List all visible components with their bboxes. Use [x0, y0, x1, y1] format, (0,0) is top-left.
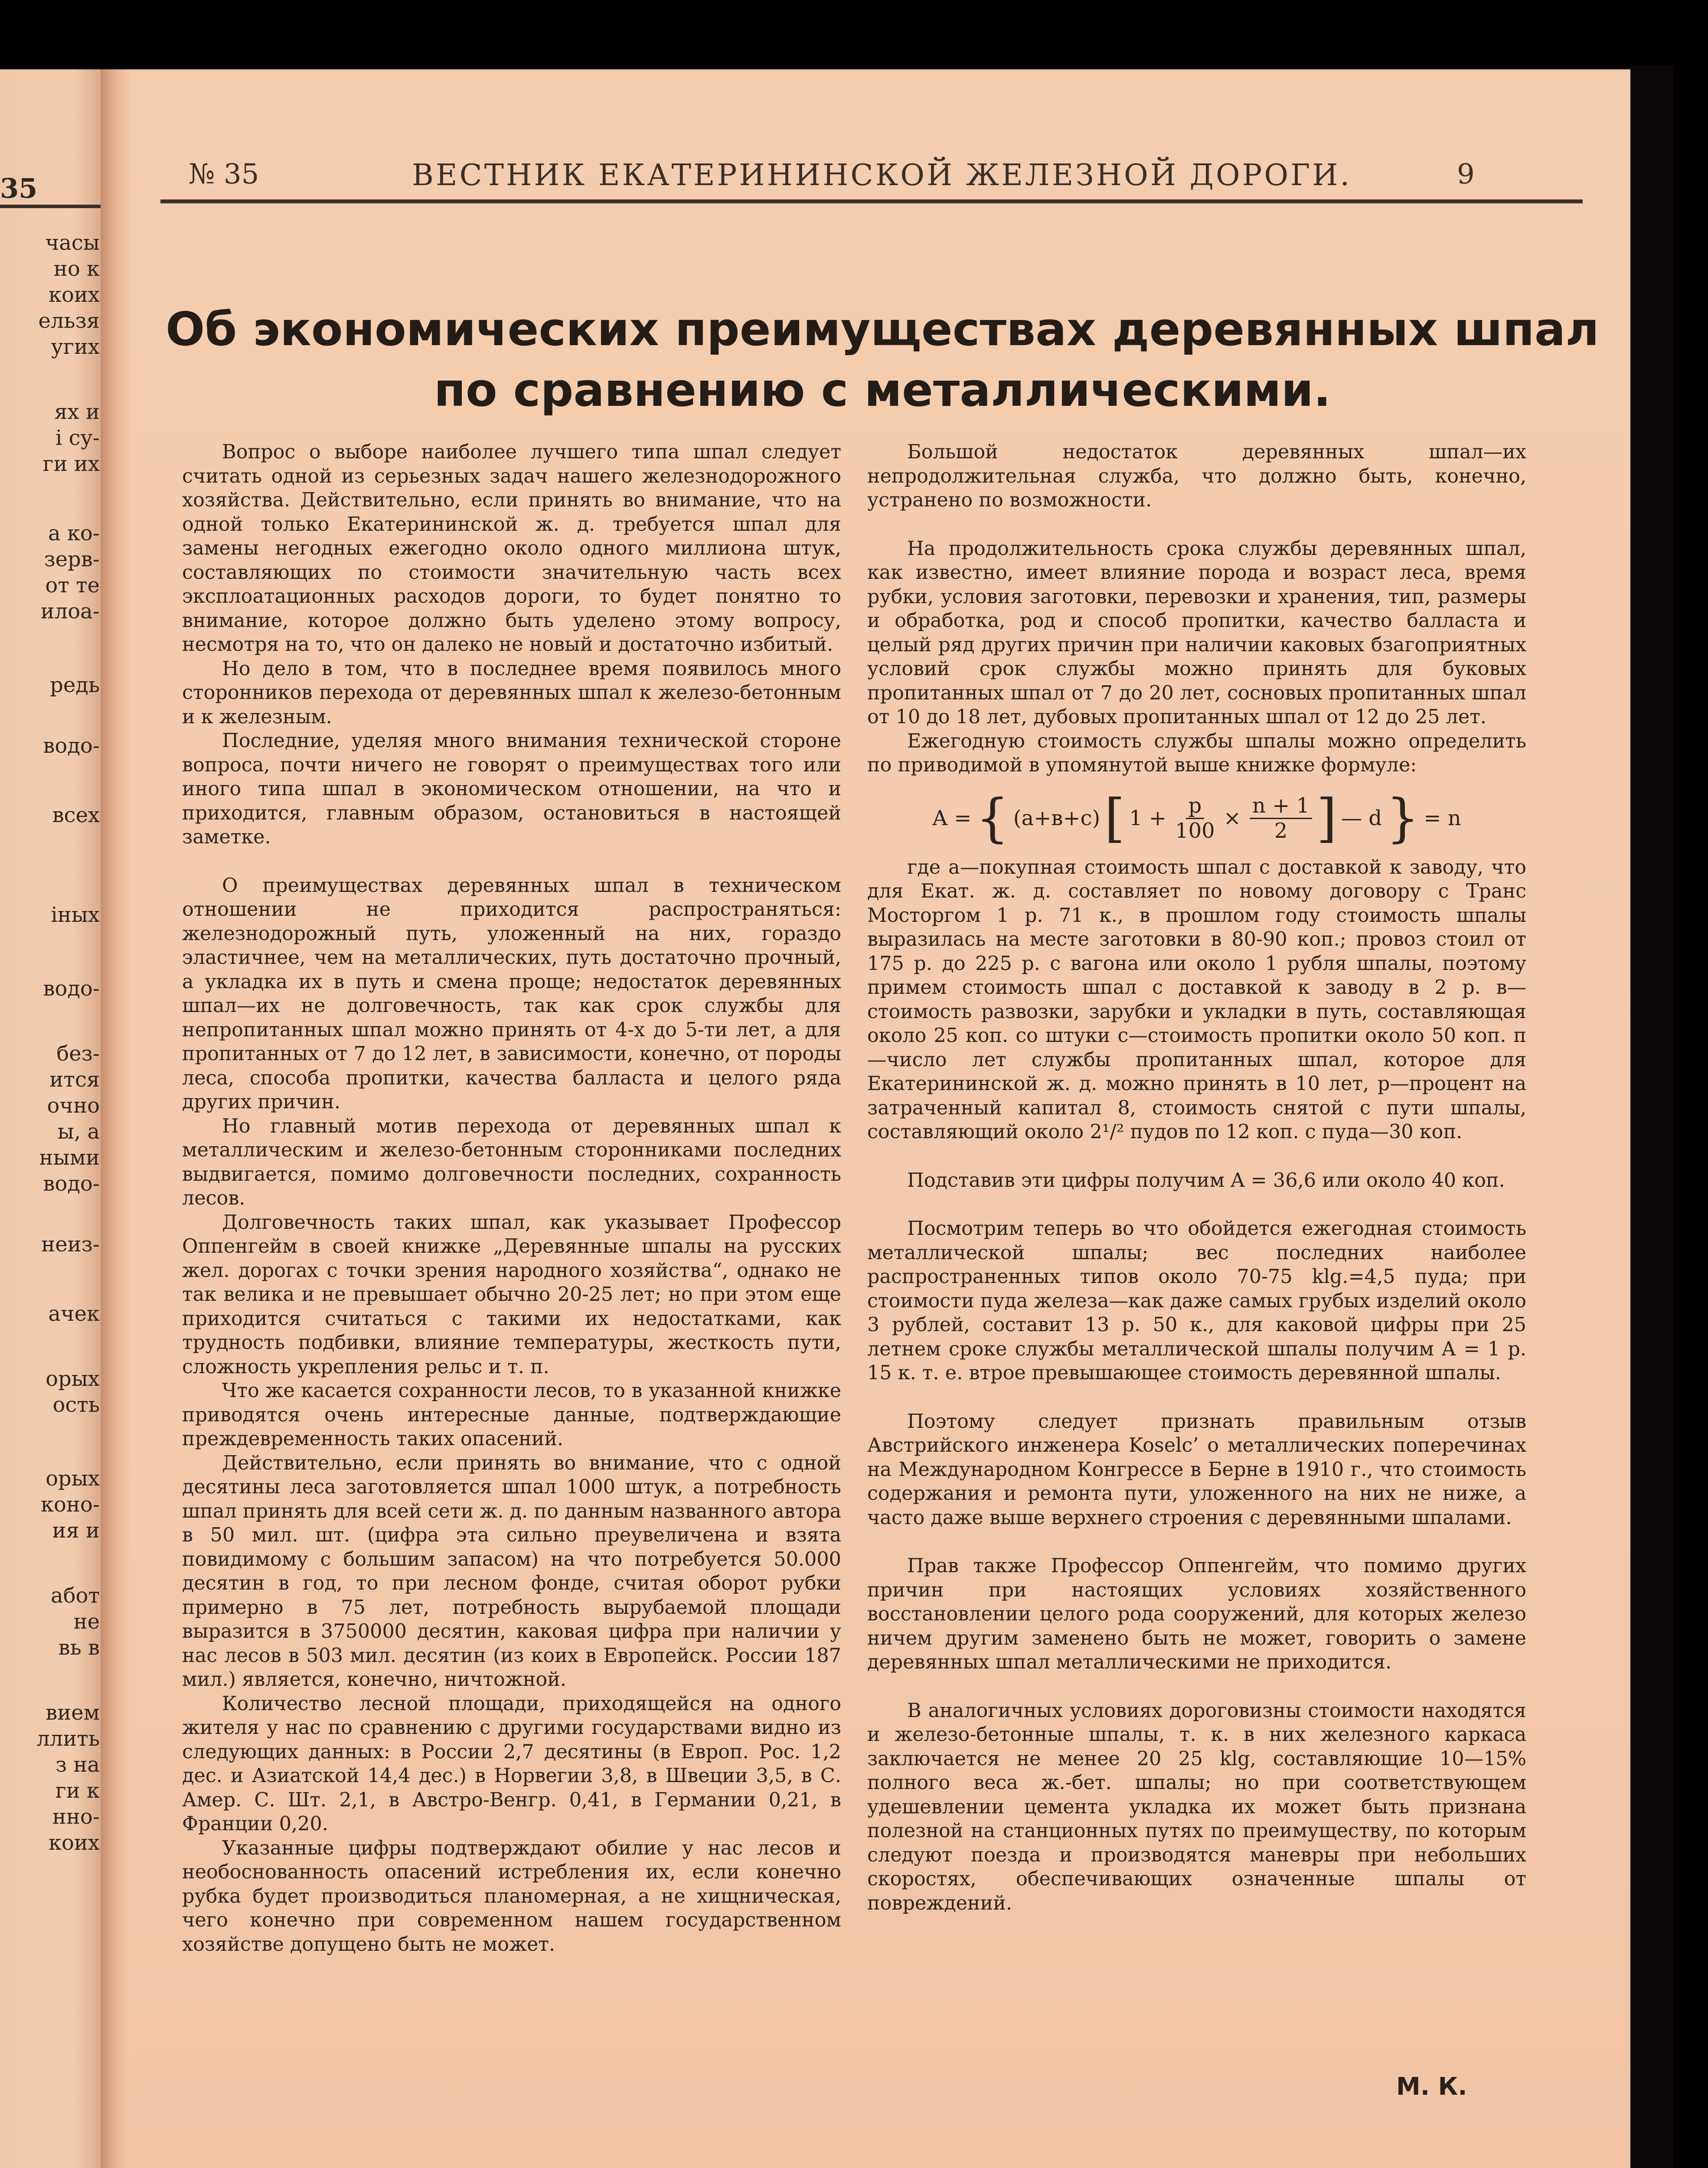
cost-formula	[867, 782, 1526, 855]
paragraph: Поэтому следует признать правильным отзыв Австрийского инженера Koselc’ о металлических поперечинах на Международном Конгрессе в Берне в 1910 г., что стоимость содержания и ремонта пути, уложенного на них не ниже, а часто даже выше верхнего строения с деревянными шпалами.	[867, 1410, 1526, 1529]
article-column-right	[867, 440, 1526, 1915]
paragraph: Количество лесной площади, приходящейся на одного жителя у нас по сравнению с другими государствами видно из следующих данных: в России 2,7 десятины (в Европ. Рос. 1,2 дес. и Азиатской 14,4 дес.) в Норвегии 3,8, в Швеции 3,5, в С. Амер. С. Шт. 2,1, в Австро-Венгр. 0,41, в Германии 0,21, в Франции 0,20.	[182, 1692, 841, 1835]
formula-lhs: A =	[932, 806, 972, 830]
previous-page-fragment: ях и	[54, 400, 100, 424]
paragraph: Ежегодную стоимость службы шпалы можно определить по приводимой в упомянутой выше книжке формуле:	[867, 730, 1526, 776]
paragraph: Посмотрим теперь во что обойдется ежегодная стоимость металлической шпалы; вес последних наиболее распространенных типов около 70-75 klg.=4,5 пуда; при стоимости пуда железа—как даже самых грубых изделий около 3 рублей, составит 13 р. 50 к., для каковой цифры при 25 летнем сроке службы металлической шпалы получим A = 1 р. 15 к. т. е. втрое превышающее стоимость деревянной шпалы.	[867, 1218, 1526, 1384]
formula-one-plus: 1 +	[1129, 806, 1167, 830]
previous-page-fragment: водо-	[43, 734, 100, 758]
previous-page-fragment: з на	[55, 1753, 100, 1777]
formula-bracket-open: [	[1104, 788, 1125, 849]
running-head-title: ВЕСТНИК ЕКАТЕРИНИНСКОЙ ЖЕЛЕЗНОЙ ДОРОГИ.	[412, 158, 1352, 193]
page-gutter	[101, 69, 131, 2168]
previous-page-fragment: без-	[56, 1042, 100, 1066]
previous-page-fragment: коих	[49, 283, 100, 307]
formula-fraction-percent	[1175, 794, 1215, 843]
previous-page-fragment: всех	[52, 803, 100, 827]
previous-page-fragment: не	[73, 1610, 100, 1634]
previous-page-fragment: ги к	[55, 1779, 100, 1803]
formula-brace-close: }	[1386, 788, 1420, 849]
paragraph: Подставив эти цифры получим A = 36,6 или около 40 коп.	[907, 1169, 1505, 1192]
header-rule	[160, 199, 1583, 203]
previous-page-fragment: іных	[51, 903, 100, 927]
previous-page-fragment: водо-	[43, 976, 100, 1001]
page-number: 9	[1457, 158, 1475, 190]
previous-page-fragment: ия и	[52, 1518, 100, 1543]
previous-page-fragment: ги их	[42, 452, 100, 476]
previous-page-fragment: от те	[45, 573, 100, 598]
article-title: Об экономических преимуществах деревянных шпал по сравнению с металлическими.	[166, 303, 1599, 417]
previous-page-edge	[0, 69, 103, 2168]
previous-page-fragment: угих	[51, 335, 100, 359]
previous-page-fragment: коно-	[40, 1492, 100, 1517]
previous-page-fragment: і су-	[56, 426, 100, 450]
fraction-numerator: n + 1	[1250, 794, 1312, 820]
formula-group: (а+в+с)	[1013, 806, 1101, 830]
paragraph: На продолжительность срока службы деревянных шпал, как известно, имеет влияние порода и возраст леса, время рубки, условия заготовки, перевозки и хранения, тип, размеры и обработка, род и способ пропитки, качество балласта и целый ряд других причин при наличии каковых бзагоприятных условий срок службы можно принять для буковых пропитанных шпал от 7 до 20 лет, сосновых пропитанных шпал от 10 до 18 лет, дубовых пропитанных шпал от 12 до 25 лет.	[867, 537, 1526, 728]
paragraph: В аналогичных условиях дороговизны стоимости находятся и железо-бетонные шпалы, т. к. в них железного каркаса заключается не менее 20 25 klg, составляющие 10—15% полного веса ж.-бет. шпалы; но при соответствующем удешевлении цемента укладка их может быть признана полезной на станционных путях по преимуществу, по которым следуют поезда и производятся маневры при небольших скоростях, обеспечивающих означенные шпалы от повреждений.	[867, 1699, 1526, 1914]
previous-page-fragment: нно-	[52, 1805, 100, 1829]
formula-rhs: = n	[1424, 806, 1461, 830]
paragraph: Указанные цифры подтверждают обилие у нас лесов и необоснованность опасений истребления их, если конечно рубка будет производиться планомерная, а не хищническая, чего конечно при современном нашем государственном хозяйстве допущено быть не может.	[182, 1837, 841, 1956]
previous-page-fragment: водо-	[43, 1172, 100, 1196]
journal-page	[130, 69, 1639, 2168]
previous-page-fragment: очно	[47, 1094, 100, 1118]
article-column-left	[182, 440, 841, 1956]
formula-bracket-close: ]	[1316, 788, 1337, 849]
previous-page-fragment: ными	[39, 1146, 100, 1170]
previous-page-fragment: орых	[46, 1367, 100, 1391]
previous-page-number: 35	[0, 173, 38, 204]
formula-fraction-years	[1250, 794, 1312, 843]
paragraph: Большой недостаток деревянных шпал—их непродолжительная служба, что должно быть, конечно, устранено по возможности.	[867, 441, 1526, 511]
paragraph: Действительно, если принять во внимание, что с одной десятины леса заготовляется шпал 1000 штук, а потребность шпал принять для всей сети ж. д. по данным названного автора в 50 мил. шт. (цифра эта сильно преувеличена и взята повидимому с большим запасом) на что потребуется 50.000 десятин в год, то при лесном фонде, считая оборот рубки примерно в 75 лет, потребность вырубаемой площади выразится в 3750000 десятин, каковая цифра при наличии у нас лесов в 503 мил. десятин (из коих в Европейск. России 187 мил.) является, конечно, ничтожной.	[182, 1452, 841, 1691]
previous-page-fragment: часы	[45, 231, 100, 255]
formula-minus-d: — d	[1341, 806, 1382, 830]
paragraph: Последние, уделяя много внимания технической стороне вопроса, почти ничего не говорят о преимуществах того или иного типа шпал в экономическом отношении, на что и приходится, главным образом, остановиться в настоящей заметке.	[182, 730, 841, 848]
fraction-denominator: 2	[1274, 819, 1288, 843]
previous-page-fragment: вием	[46, 1701, 100, 1725]
previous-page-fragment: неиз-	[41, 1232, 100, 1257]
paragraph: где а—покупная стоимость шпал с доставкой к заводу, что для Екат. ж. д. составляет по новому договору с Транс Мосторгом 1 р. 71 к., в прошлом году стоимость шпалы выразилась на месте заготовки в 80-90 коп.; провоз стоил от 175 р. до 225 р. с вагона или около 1 рубля шпалы, поэтому примем стоимость шпал с доставкой к заводу в 2 р. в—стоимость развозки, зарубки и укладки в путь, составляющая около 25 коп. со штуки с—стоимость пропитки около 50 коп. п—число лет службы пропитанных шпал, которое для Екатерининской ж. д. можно принять в 10 лет, р—процент на затраченный капитал 8, стоимость снятой с пути шпалы, составляющий около 2¹/² пудов по 12 коп. с пуда—30 коп.	[867, 856, 1526, 1143]
fraction-numerator: p	[1186, 794, 1205, 820]
previous-page-fragment: ость	[52, 1393, 100, 1417]
paragraph: О преимуществах деревянных шпал в техническом отношении не приходится распространяться: железнодорожный путь, уложенный на них, гораздо эластичнее, чем на металлических, путь достаточно прочный, а укладка их в путь и смена проще; недостаток деревянных шпал—их не долговечность, так как срок службы для непропитанных шпал можно принять от 4-х до 5-ти лет, а для пропитанных от 7 до 12 лет, в зависимости, конечно, от породы леса, способа пропитки, качества балласта и целого ряда других причин.	[182, 874, 841, 1113]
previous-page-fragment: вь в	[58, 1636, 100, 1660]
formula-brace-open: {	[976, 788, 1009, 849]
paragraph: Прав также Профессор Оппенгейм, что помимо других причин при настоящих условиях хозяйственного восстановлении целого рода сооружений, для которых железо ничем другим заменено быть не может, говорить о замене деревянных шпал металлическими не приходится.	[867, 1555, 1526, 1673]
paragraph: Вопрос о выборе наиболее лучшего типа шпал следует считать одной из серьезных задач нашего железнодорожного хозяйства. Действительно, если принять во внимание, что на одной только Екатерининской ж. д. требуется шпал для замены негодных ежегодно около одного миллиона штук, составляющих по стоимости значительную часть всех эксплоатационных расходов дороги, то будет понятно то внимание, которое должно быть уделено этому вопросу, несмотря на то, что он далеко не новый и достаточно избитый.	[182, 441, 841, 656]
paragraph: Что же касается сохранности лесов, то в указанной книжке приводятся очень интересные данные, подтверждающие преждевременность таких опасений.	[182, 1380, 841, 1450]
previous-page-fragment: орых	[46, 1466, 100, 1491]
previous-page-fragment: зерв-	[44, 547, 100, 571]
paragraph: Но дело в том, что в последнее время появилось много сторонников перехода от деревянных шпал к железо-бетонным и к железным.	[182, 657, 841, 728]
previous-page-fragment: ы, а	[57, 1120, 100, 1144]
formula-times: ×	[1223, 806, 1241, 830]
previous-page-fragment: ачек	[48, 1302, 100, 1326]
paragraph: Долговечность таких шпал, как указывает Профессор Оппенгейм в своей книжке „Деревянные шпалы на русских жел. дорогах с точки зрения народного хозяйства“, однако не так велика и не превышает обычно 20-25 лет; но при этом еще приходится считаться с такими их недостатками, как трудность подбивки, влияние температуры, жесткость пути, сложность укрепления рельс и т. п.	[182, 1211, 841, 1378]
previous-page-fragment: а ко-	[48, 521, 100, 545]
previous-page-fragment: ельзя	[38, 309, 100, 333]
previous-page-fragment: ллить	[36, 1727, 100, 1751]
previous-page-fragment: абот	[51, 1584, 100, 1608]
right-edge-shadow	[1630, 65, 1674, 2168]
previous-page-header-rule	[0, 205, 102, 208]
issue-number: № 35	[189, 158, 259, 190]
previous-page-fragment: редь	[50, 673, 100, 697]
previous-page-fragment: илоа-	[40, 599, 100, 624]
previous-page-fragment: ится	[49, 1068, 100, 1092]
previous-page-fragment: коих	[49, 1831, 100, 1855]
author-signature: М. К.	[1396, 2073, 1467, 2101]
previous-page-fragment: но к	[53, 257, 100, 281]
fraction-denominator: 100	[1175, 819, 1215, 843]
paragraph: Но главный мотив перехода от деревянных шпал к металлическим и железо-бетонным сторонниками последних выдвигается, помимо долговечности последних, сохранность лесов.	[182, 1115, 841, 1209]
